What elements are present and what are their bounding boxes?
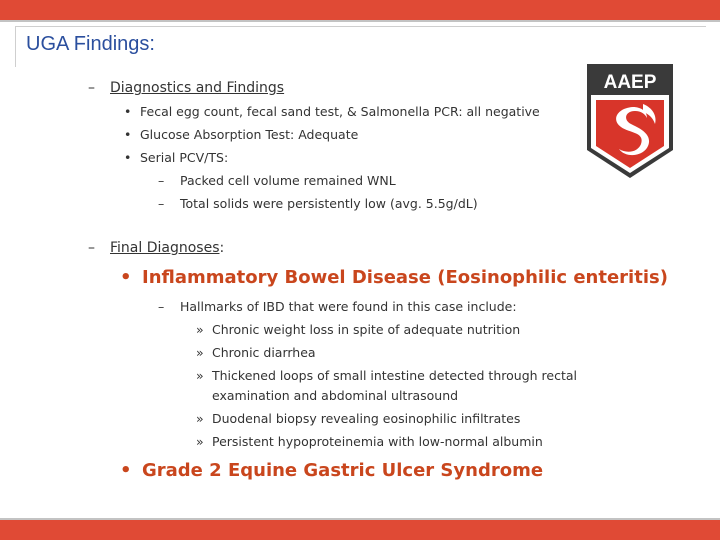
hallmark-item [196, 411, 520, 426]
diagnosis-egus [120, 460, 543, 481]
list-item [124, 104, 540, 119]
dash-marker: – [158, 196, 165, 211]
section-heading: Final Diagnoses [110, 240, 220, 256]
chevron-marker: » [196, 411, 204, 426]
logo-lettering: AAEP [603, 72, 657, 93]
top-accent-bar [0, 0, 720, 20]
hallmark-item [196, 434, 543, 449]
list-item-text: Glucose Absorption Test: Adequate [140, 127, 359, 142]
hallmark-item [196, 322, 520, 337]
hallmark-text: Thickened loops of small intestine detected through rectal [212, 368, 577, 383]
sub-list-item [158, 196, 478, 211]
aaep-logo [587, 64, 673, 178]
section-diagnostics [88, 80, 284, 96]
slide-title: UGA Findings: [26, 33, 155, 55]
chevron-marker: » [196, 434, 204, 449]
chevron-marker: » [196, 368, 204, 383]
list-item [124, 127, 358, 142]
hallmarks-intro-text: Hallmarks of IBD that were found in this case include: [180, 299, 517, 314]
dash-marker: – [88, 240, 95, 256]
top-divider [0, 20, 720, 22]
sub-list-item [158, 173, 396, 188]
bottom-accent-bar [0, 520, 720, 540]
section-heading: Diagnostics and Findings [110, 80, 285, 96]
diagnosis-text: Inflammatory Bowel Disease (Eosinophilic enteritis) [142, 267, 668, 288]
hallmark-item [196, 345, 316, 360]
sub-list-item-text: Packed cell volume remained WNL [180, 173, 396, 188]
section-final-diagnoses [88, 240, 224, 256]
chevron-marker: » [196, 322, 204, 337]
bullet-marker: • [120, 460, 132, 481]
heading-colon: : [219, 240, 225, 256]
diagnosis-ibd [120, 267, 668, 288]
title-box [15, 26, 706, 67]
bullet-marker: • [124, 104, 132, 119]
bullet-marker: • [120, 267, 132, 288]
sub-list-item-text: Total solids were persistently low (avg. 5.5g/dL) [180, 196, 478, 211]
dash-marker: – [158, 299, 165, 314]
hallmarks-intro [158, 299, 517, 314]
hallmark-text: Chronic weight loss in spite of adequate nutrition [212, 322, 521, 337]
list-item-text: Fecal egg count, fecal sand test, & Salmonella PCR: all negative [140, 104, 540, 119]
hallmark-text: Persistent hypoproteinemia with low-normal albumin [212, 434, 543, 449]
hallmark-text: examination and abdominal ultrasound [212, 388, 459, 403]
hallmark-item-continuation [212, 388, 458, 403]
dash-marker: – [88, 80, 95, 96]
hallmark-text: Chronic diarrhea [212, 345, 316, 360]
chevron-marker: » [196, 345, 204, 360]
hallmark-text: Duodenal biopsy revealing eosinophilic infiltrates [212, 411, 521, 426]
dash-marker: – [158, 173, 165, 188]
list-item-text: Serial PCV/TS: [140, 150, 229, 165]
bullet-marker: • [124, 127, 132, 142]
diagnosis-text: Grade 2 Equine Gastric Ulcer Syndrome [142, 460, 544, 481]
list-item [124, 150, 228, 165]
hallmark-item [196, 368, 577, 383]
bullet-marker: • [124, 150, 132, 165]
